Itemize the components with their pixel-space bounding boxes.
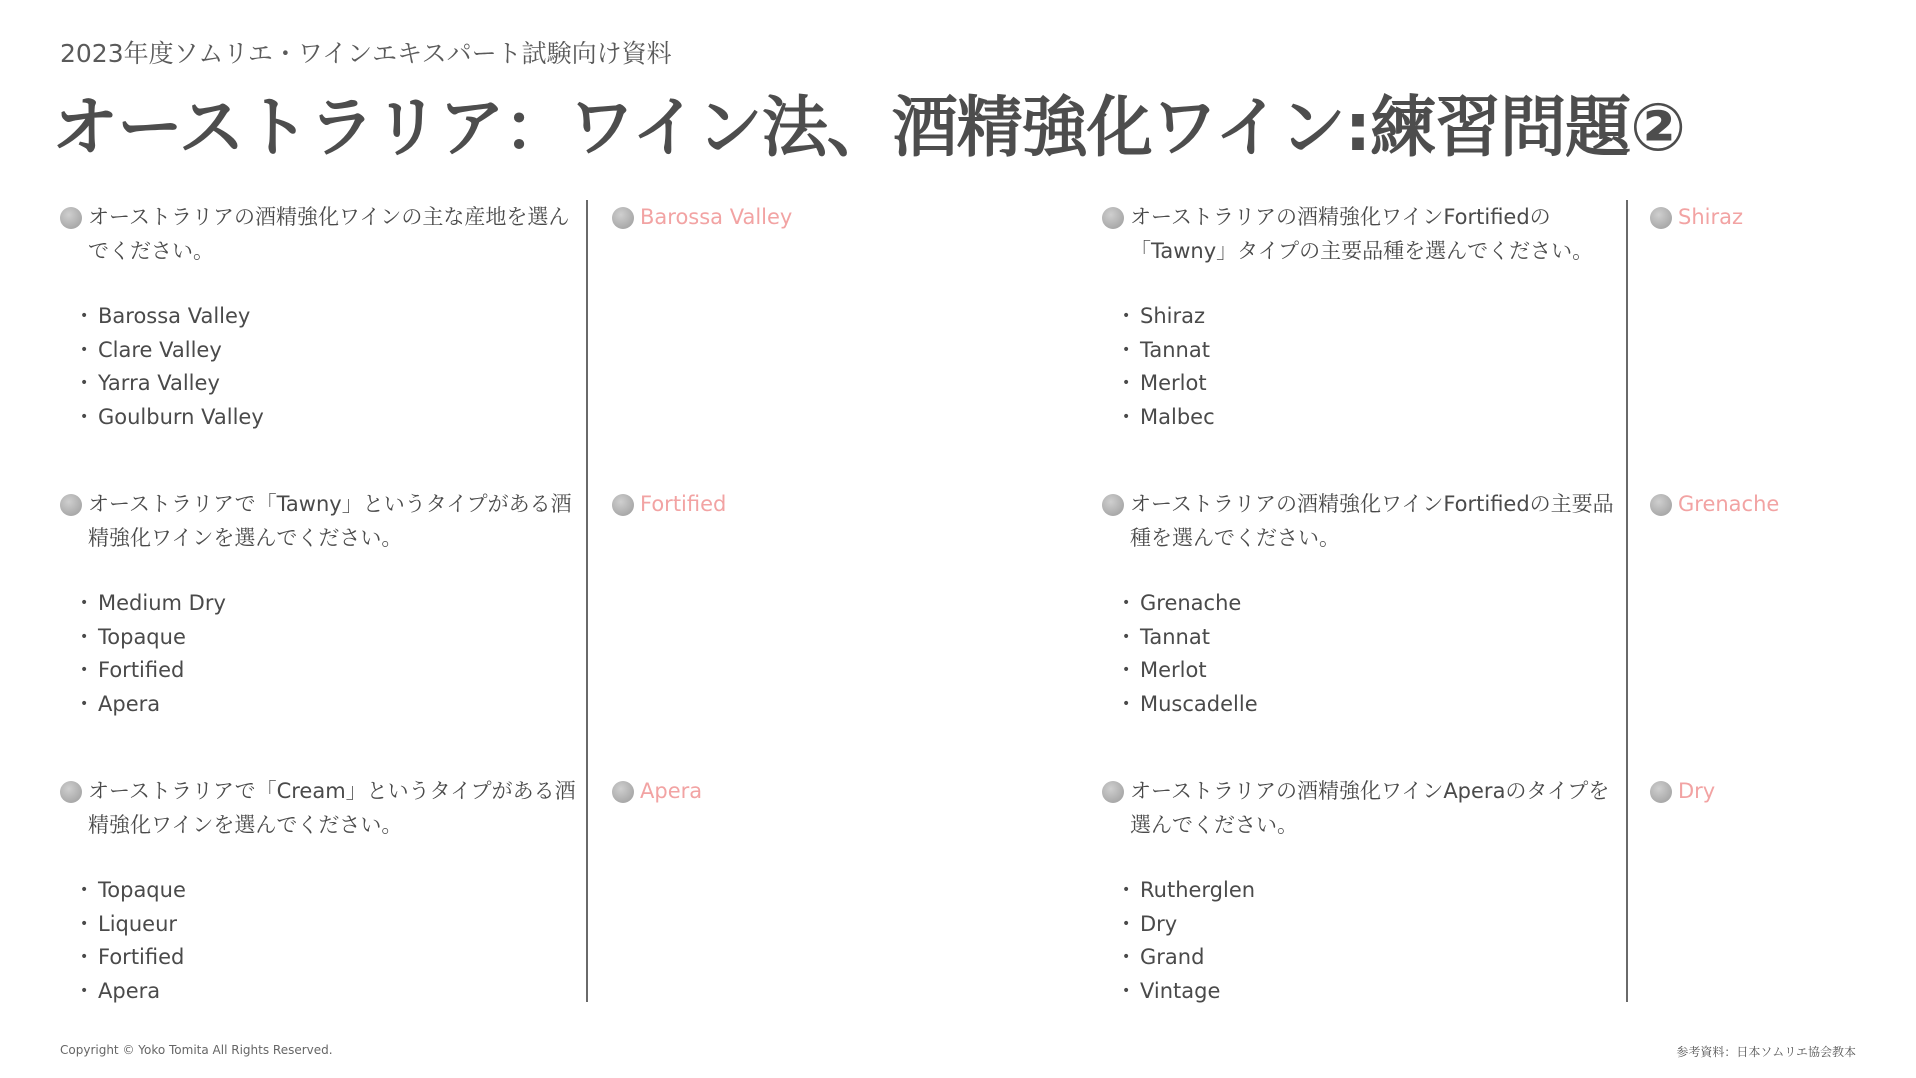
page-subtitle: 2023年度ソムリエ・ワインエキスパート試験向け資料 <box>60 39 672 68</box>
bullet-dot-icon <box>612 494 634 516</box>
list-item: • Medium Dry <box>80 587 580 621</box>
reference-text: 参考資料：日本ソムリエ協会教本 <box>1676 1045 1856 1059</box>
list-item: • Apera <box>80 688 580 722</box>
list-item: • Apera <box>80 975 580 1009</box>
list-item: • Rutherglen <box>1122 874 1622 908</box>
answer-text: Fortified <box>612 487 1032 521</box>
answer-text: Barossa Valley <box>612 200 1032 234</box>
bullet-dot-icon <box>612 207 634 229</box>
bullet-dot-icon <box>1102 781 1124 803</box>
bullet-dot-icon <box>1102 494 1124 516</box>
list-item: • Malbec <box>1122 401 1622 435</box>
option-list <box>60 587 580 721</box>
bullet-dot-icon <box>60 207 82 229</box>
list-item: • Fortified <box>80 941 580 975</box>
list-item: • Barossa Valley <box>80 300 580 334</box>
list-item: • Tannat <box>1122 334 1622 368</box>
question-block <box>1102 487 1622 721</box>
option-list <box>1102 874 1622 1008</box>
list-item: • Topaque <box>80 874 580 908</box>
list-item: • Grand <box>1122 941 1622 975</box>
question-block <box>1102 200 1622 434</box>
list-item: • Goulburn Valley <box>80 401 580 435</box>
list-item: • Grenache <box>1122 587 1622 621</box>
question-block <box>60 487 580 721</box>
list-item: • Muscadelle <box>1122 688 1622 722</box>
question-block <box>60 774 580 1008</box>
bullet-dot-icon <box>1650 494 1672 516</box>
bullet-dot-icon <box>60 494 82 516</box>
question-text: オーストラリアの酒精強化ワインFortifiedの主要品種を選んでください。 <box>1102 487 1622 555</box>
column-divider <box>1626 200 1628 1002</box>
bullet-dot-icon <box>1102 207 1124 229</box>
answer-text: Shiraz <box>1650 200 1890 234</box>
question-text: オーストラリアの酒精強化ワインAperaのタイプを選んでください。 <box>1102 774 1622 842</box>
option-list <box>1102 300 1622 434</box>
copyright-text: Copyright © Yoko Tomita All Rights Reserved. <box>60 1043 333 1057</box>
list-item: • Shiraz <box>1122 300 1622 334</box>
question-block <box>60 200 580 434</box>
question-text: オーストラリアで「Tawny」というタイプがある酒精強化ワインを選んでください。 <box>60 487 580 555</box>
page-title: オーストラリア：ワイン法、酒精強化ワイン:練習問題② <box>52 89 1686 166</box>
list-item: • Fortified <box>80 654 580 688</box>
list-item: • Dry <box>1122 908 1622 942</box>
answer-text: Grenache <box>1650 487 1890 521</box>
column-divider <box>586 200 588 1002</box>
answer-text: Apera <box>612 774 1032 808</box>
bullet-dot-icon <box>612 781 634 803</box>
list-item: • Clare Valley <box>80 334 580 368</box>
list-item: • Topaque <box>80 621 580 655</box>
question-text: オーストラリアの酒精強化ワインの主な産地を選んでください。 <box>60 200 580 268</box>
question-text: オーストラリアの酒精強化ワインFortifiedの「Tawny」タイプの主要品種を選んでください。 <box>1102 200 1622 268</box>
answer-text: Dry <box>1650 774 1890 808</box>
option-list <box>60 300 580 434</box>
option-list <box>1102 587 1622 721</box>
list-item: • Tannat <box>1122 621 1622 655</box>
list-item: • Vintage <box>1122 975 1622 1009</box>
list-item: • Liqueur <box>80 908 580 942</box>
bullet-dot-icon <box>1650 207 1672 229</box>
bullet-dot-icon <box>60 781 82 803</box>
list-item: • Merlot <box>1122 654 1622 688</box>
bullet-dot-icon <box>1650 781 1672 803</box>
question-block <box>1102 774 1622 1008</box>
list-item: • Yarra Valley <box>80 367 580 401</box>
question-text: オーストラリアで「Cream」というタイプがある酒精強化ワインを選んでください。 <box>60 774 580 842</box>
list-item: • Merlot <box>1122 367 1622 401</box>
option-list <box>60 874 580 1008</box>
